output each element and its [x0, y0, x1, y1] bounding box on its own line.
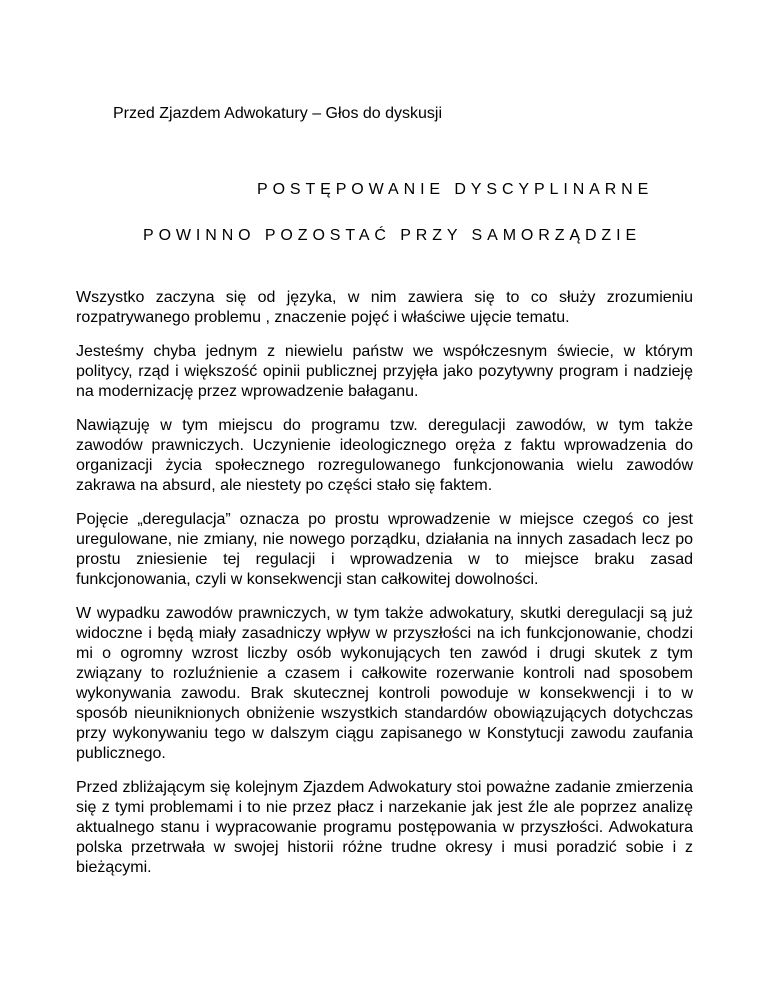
document-header: Przed Zjazdem Adwokatury – Głos do dyskusji [113, 105, 443, 122]
title-line-1: POSTĘPOWANIE DYSCYPLINARNE [257, 181, 654, 198]
paragraph-4: Pojęcie „deregulacja” oznacza po prostu wprowadzenie w miejsce czegoś co jest uregulowane, nie zmiany, nie nowego porządku, działania na innych zasadach lecz po prostu zniesienie tej regulacji i wprowadzenia w to miejsce braku zasad funkcjonowania, czyli w konsekwencji stan całkowitej dowolności. [76, 511, 693, 588]
paragraph-3: Nawiązuję w tym miejscu do programu tzw. deregulacji zawodów, w tym także zawodów prawniczych. Uczynienie ideologicznego oręża z faktu wprowadzenia do organizacji życia społecznego rozregulowanego funkcjonowania wielu zawodów zakrawa na absurd, ale niestety po części stało się faktem. [76, 417, 693, 494]
document-body [76, 288, 693, 892]
paragraph-1: Wszystko zaczyna się od języka, w nim zawiera się to co służy zrozumieniu rozpatrywanego problemu , znaczenie pojęć i właściwe ujęcie tematu. [76, 289, 693, 326]
paragraph-6: Przed zbliżającym się kolejnym Zjazdem Adwokatury stoi poważne zadanie zmierzenia się z tymi problemami i to nie przez płacz i narzekanie jak jest źle ale poprzez analizę aktualnego stanu i wypracowanie programu postępowania w przyszłości. Adwokatura polska przetrwała w swojej historii różne trudne okresy i musi poradzić sobie i z bieżącymi. [76, 779, 693, 876]
title-line-2: POWINNO POZOSTAĆ PRZY SAMORZĄDZIE [143, 227, 642, 244]
paragraph-5: W wypadku zawodów prawniczych, w tym także adwokatury, skutki deregulacji są już widoczne i będą miały zasadniczy wpływ w przyszłości na ich funkcjonowanie, chodzi mi o ogromny wzrost liczby osób wykonujących ten zawód i drugi skutek z tym związany to rozluźnienie a czasem i całkowite rozerwanie kontroli nad sposobem wykonywania zawodu. Brak skutecznej kontroli powoduje w konsekwencji i to w sposób nieuniknionych obniżenie wszystkich standardów obowiązujących dotychczas przy wykonywaniu tego w dalszym ciągu zapisanego w Konstytucji zawodu zaufania publicznego. [76, 605, 693, 762]
paragraph-2: Jesteśmy chyba jednym z niewielu państw we współczesnym świecie, w którym politycy, rząd i większość opinii publicznej przyjęła jako pozytywny program i nadzieję na modernizację przez wprowadzenie bałaganu. [76, 343, 693, 400]
